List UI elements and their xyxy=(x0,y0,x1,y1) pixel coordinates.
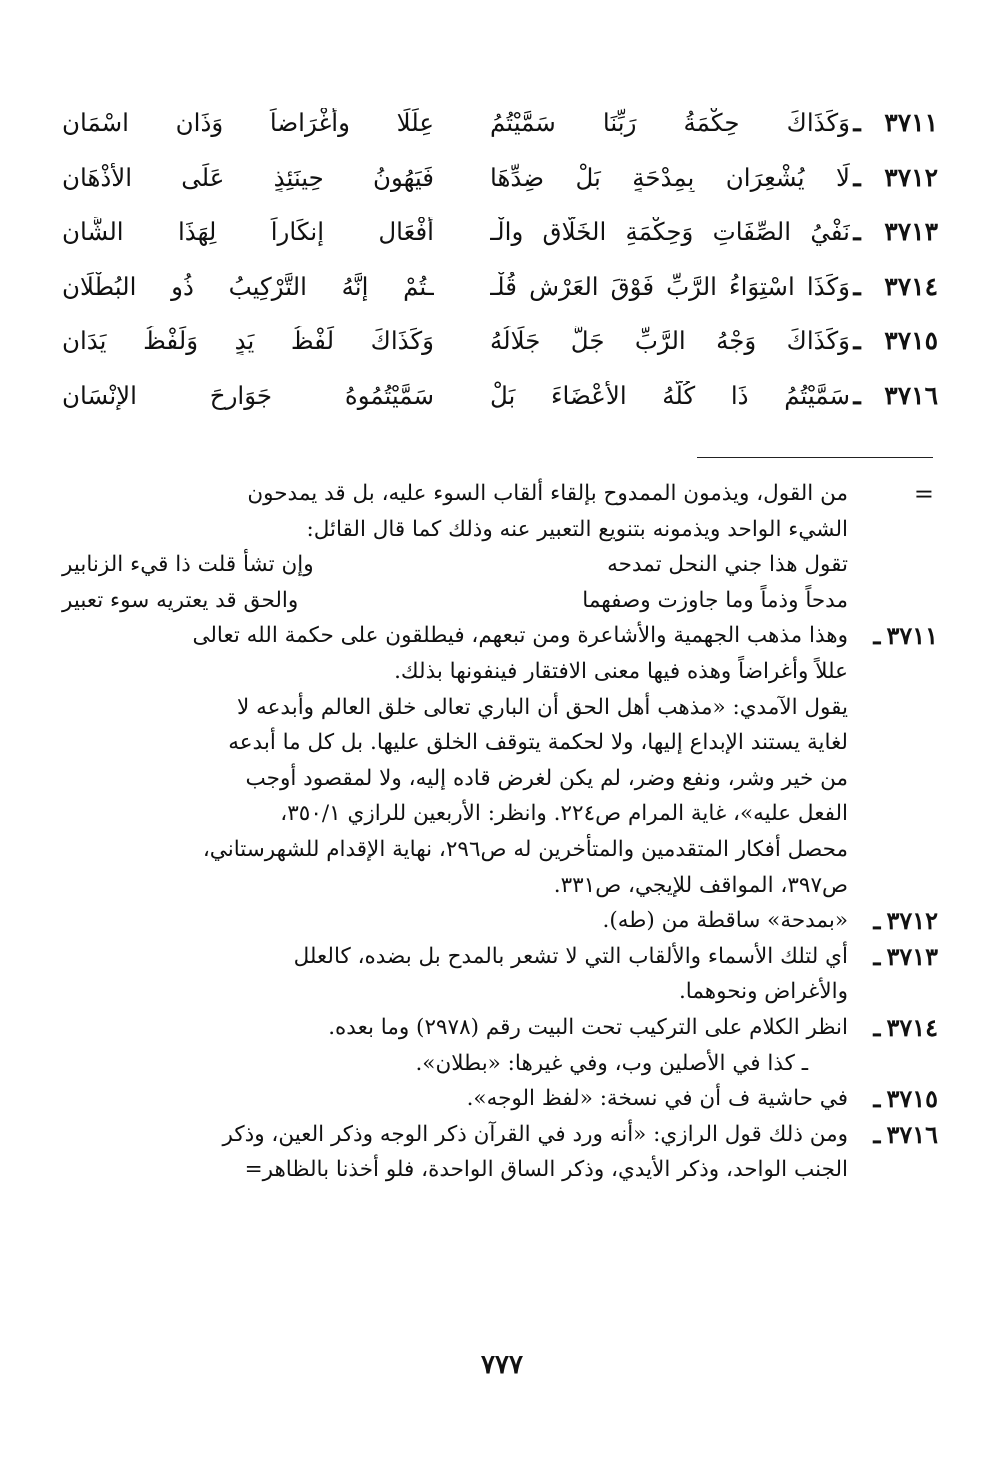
verses-block xyxy=(62,108,938,435)
footnote-line: في حاشية ف أن في نسخة: «لفظ الوجه». xyxy=(466,1086,848,1112)
page-number: ٧٧٧ xyxy=(481,1350,523,1380)
footnote-line: أي لتلك الأسماء والألقاب التي لا تشعر بالمدح بل بضده، كالعلل xyxy=(293,943,848,969)
verse-row xyxy=(62,217,938,272)
footnote-number: ٣٧١١ xyxy=(886,621,938,651)
footnote-line: لغاية يستند الإبداع إليها، ولا لحكمة يتوقف الخلق عليها. بل كل ما أبدعه xyxy=(228,730,848,756)
verse-first-hemistich: نَفْيُ الصِّفَاتِ وَحِكْمَةِ الخَلَّاقِ والْـ xyxy=(490,217,850,246)
verse-first-hemistich: سَمَّيْتُمُ ذَا كُلَّهُ الأعْضَاءَ بَلْ xyxy=(490,380,850,410)
footnote-line: يقول الآمدي: «مذهب أهل الحق أن الباري تعالى خلق العالم وأبدعه لا xyxy=(236,694,848,720)
footnote-line: ومن ذلك قول الرازي: «أنه ورد في القرآن ذكر الوجه وذكر العين، وذكر xyxy=(222,1121,848,1147)
poem-hemistich: والحق قد يعتريه سوء تعبير xyxy=(62,587,299,613)
verse-number: ٣٧١٥ xyxy=(884,326,938,355)
footnote-3711: ٣٧١١ـ وهذا مذهب الجهمية والأشاعرة ومن تبعهم، فيطلقون على حكمة الله تعالى عللاً وأغراضاً وهذه فيها معنى الافتقار فينفونها بذلك. يقول الآمدي: «مذهب أهل الحق أن الباري تعالى خلق العالم وأبدعه لا لغاية يستند الإبداع إليها، ولا لحكمة يتوقف الخلق عليها. بل كل ما أبدعه من خير وشر، ونفع وضر، لم يكن لغرض قاده إليه، ولا لمقصود أوجب الفعل عليه»، غاية المرام ص٢٢٤. وانظر: الأربعين للرازي ٣٥٠/١، محصل أفكار المتقدمين والمتأخرين له ص٢٩٦، نهاية الإقدام للشهرستاني، ص٣٩٧، المواقف للإيجي، ص٣٣١. xyxy=(62,618,938,903)
footnote-3716: ٣٧١٦ـ ومن ذلك قول الرازي: «أنه ورد في القرآن ذكر الوجه وذكر العين، وذكر الجنب الواحد، وذكر الأيدي، وذكر الساق الواحدة، فلو أخذنا بالظاهر= xyxy=(62,1117,938,1188)
verse-dash: ـ xyxy=(853,271,861,301)
verse-row xyxy=(62,108,938,163)
poem-hemistich: مدحاً وذماً وما جاوزت وصفهما xyxy=(582,587,848,613)
footnote-separator xyxy=(697,457,933,458)
verse-number: ٣٧١٢ xyxy=(884,162,938,192)
footnote-line: محصل أفكار المتقدمين والمتأخرين له ص٢٩٦، نهاية الإقدام للشهرستاني، xyxy=(202,836,848,862)
footnote-line: والأغراض ونحوهما. xyxy=(678,979,848,1005)
verse-first-hemistich: وَكَذَاكَ حِكْمَةُ رَبِّنَا سَمَّيْتُمُ xyxy=(490,108,850,137)
continuation-marker: = xyxy=(913,480,934,508)
verse-second-hemistich: أفْعَالِ إنكَاراً لِهَذَا الشَّانِ xyxy=(62,217,434,246)
verse-number: ٣٧١٤ xyxy=(884,271,938,301)
verse-second-hemistich: فَيَهُونُ حِينَئِذٍ عَلَى الأذْهَانِ xyxy=(62,162,434,192)
verse-number: ٣٧١٦ xyxy=(884,380,938,410)
quoted-poem-line xyxy=(62,547,848,583)
verse-second-hemistich: سَمَّيْتُمُوهُ جَوَارِحَ الإنْسَانِ xyxy=(62,380,434,410)
verse-row xyxy=(62,381,938,436)
poem-hemistich: تقول هذا جني النحل تمدحه xyxy=(607,552,848,578)
footnote-line: من خير وشر، ونفع وضر، لم يكن لغرض قاده إليه، ولا لمقصود أوجب xyxy=(245,765,848,791)
verse-dash: ـ xyxy=(853,162,861,192)
footnote-line: «بمدحة» ساقطة من (طه). xyxy=(602,908,848,934)
footnote-line: وهذا مذهب الجهمية والأشاعرة ومن تبعهم، فيطلقون على حكمة الله تعالى xyxy=(192,623,848,649)
footnote-number: ٣٧١٤ xyxy=(886,1012,938,1042)
footnote-continuation xyxy=(62,476,938,618)
verse-row xyxy=(62,326,938,381)
footnote-line: من القول، ويذمون الممدوح بإلقاء ألقاب السوء عليه، بل قد يمدحون xyxy=(247,481,848,506)
footnote-3714: ٣٧١٤ـ انظر الكلام على التركيب تحت البيت رقم (٢٩٧٨) وما بعده. ـ كذا في الأصلين وب، وفي غيرها: «بطلان». xyxy=(62,1010,938,1081)
verse-second-hemistich: وَكَذَاكَ لَفْظُ يَدٍ وَلَفْظُ يَدَانِ xyxy=(62,326,434,355)
verse-row xyxy=(62,272,938,327)
footnote-line: ـ كذا في الأصلين وب، وفي غيرها: «بطلان». xyxy=(415,1050,808,1076)
footnote-number: ٣٧١٥ xyxy=(886,1084,938,1114)
footnote-line: انظر الكلام على التركيب تحت البيت رقم (٢٩٧٨) وما بعده. xyxy=(328,1014,848,1040)
verse-number: ٣٧١٣ xyxy=(884,217,938,246)
footnotes-block xyxy=(62,476,938,1188)
verse-dash: ـ xyxy=(853,380,861,410)
footnote-line: عللاً وأغراضاً وهذه فيها معنى الافتقار فينفونها بذلك. xyxy=(394,658,848,684)
verse-dash: ـ xyxy=(853,326,861,355)
footnote-line: الشيء الواحد ويذمونه بتنويع التعبير عنه وذلك كما قال القائل: xyxy=(306,516,848,542)
footnote-number: ٣٧١٣ xyxy=(886,941,938,971)
footnote-line: ص٣٩٧، المواقف للإيجي، ص٣٣١. xyxy=(553,872,848,898)
poem-hemistich: وإن تشأ قلت ذا قيء الزنابير xyxy=(62,552,314,578)
verse-first-hemistich: وَكَذَا اسْتِوَاءُ الرَّبِّ فَوْقَ العَرْشِ قُلْـ xyxy=(490,271,850,301)
verse-first-hemistich: وَكَذَاكَ وَجْهُ الرَّبِّ جَلَّ جَلَالُهُ xyxy=(490,326,850,355)
verse-row xyxy=(62,163,938,218)
verse-second-hemistich: عِلَلًا وأَغْرَاضاً وَذَانِ اسْمَانِ xyxy=(62,108,434,137)
quoted-poem-line xyxy=(62,583,848,619)
verse-number: ٣٧١١ xyxy=(884,108,938,137)
verse-dash: ـ xyxy=(853,108,861,137)
verse-dash: ـ xyxy=(853,217,861,246)
footnote-line: الجنب الواحد، وذكر الأيدي، وذكر الساق الواحدة، فلو أخذنا بالظاهر= xyxy=(244,1157,848,1183)
verse-first-hemistich: لَا يُشْعِرَانِ بِمِدْحَةٍ بَلْ ضِدِّهَا xyxy=(490,162,850,192)
footnote-number: ٣٧١٦ xyxy=(886,1119,938,1149)
footnote-3712: ٣٧١٢ـ «بمدحة» ساقطة من (طه). xyxy=(62,903,938,939)
footnote-3713: ٣٧١٣ـ أي لتلك الأسماء والألقاب التي لا تشعر بالمدح بل بضده، كالعلل والأغراض ونحوهما. xyxy=(62,939,938,1010)
footnote-number: ٣٧١٢ xyxy=(886,906,938,936)
verse-second-hemistich: ـتُمْ إنَّهُ التَّرْكِيبُ ذُو البُطْلَانِ xyxy=(62,271,434,301)
footnote-line: الفعل عليه»، غاية المرام ص٢٢٤. وانظر: الأربعين للرازي ٣٥٠/١، xyxy=(280,801,848,827)
footnote-3715: ٣٧١٥ـ في حاشية ف أن في نسخة: «لفظ الوجه». xyxy=(62,1081,938,1117)
